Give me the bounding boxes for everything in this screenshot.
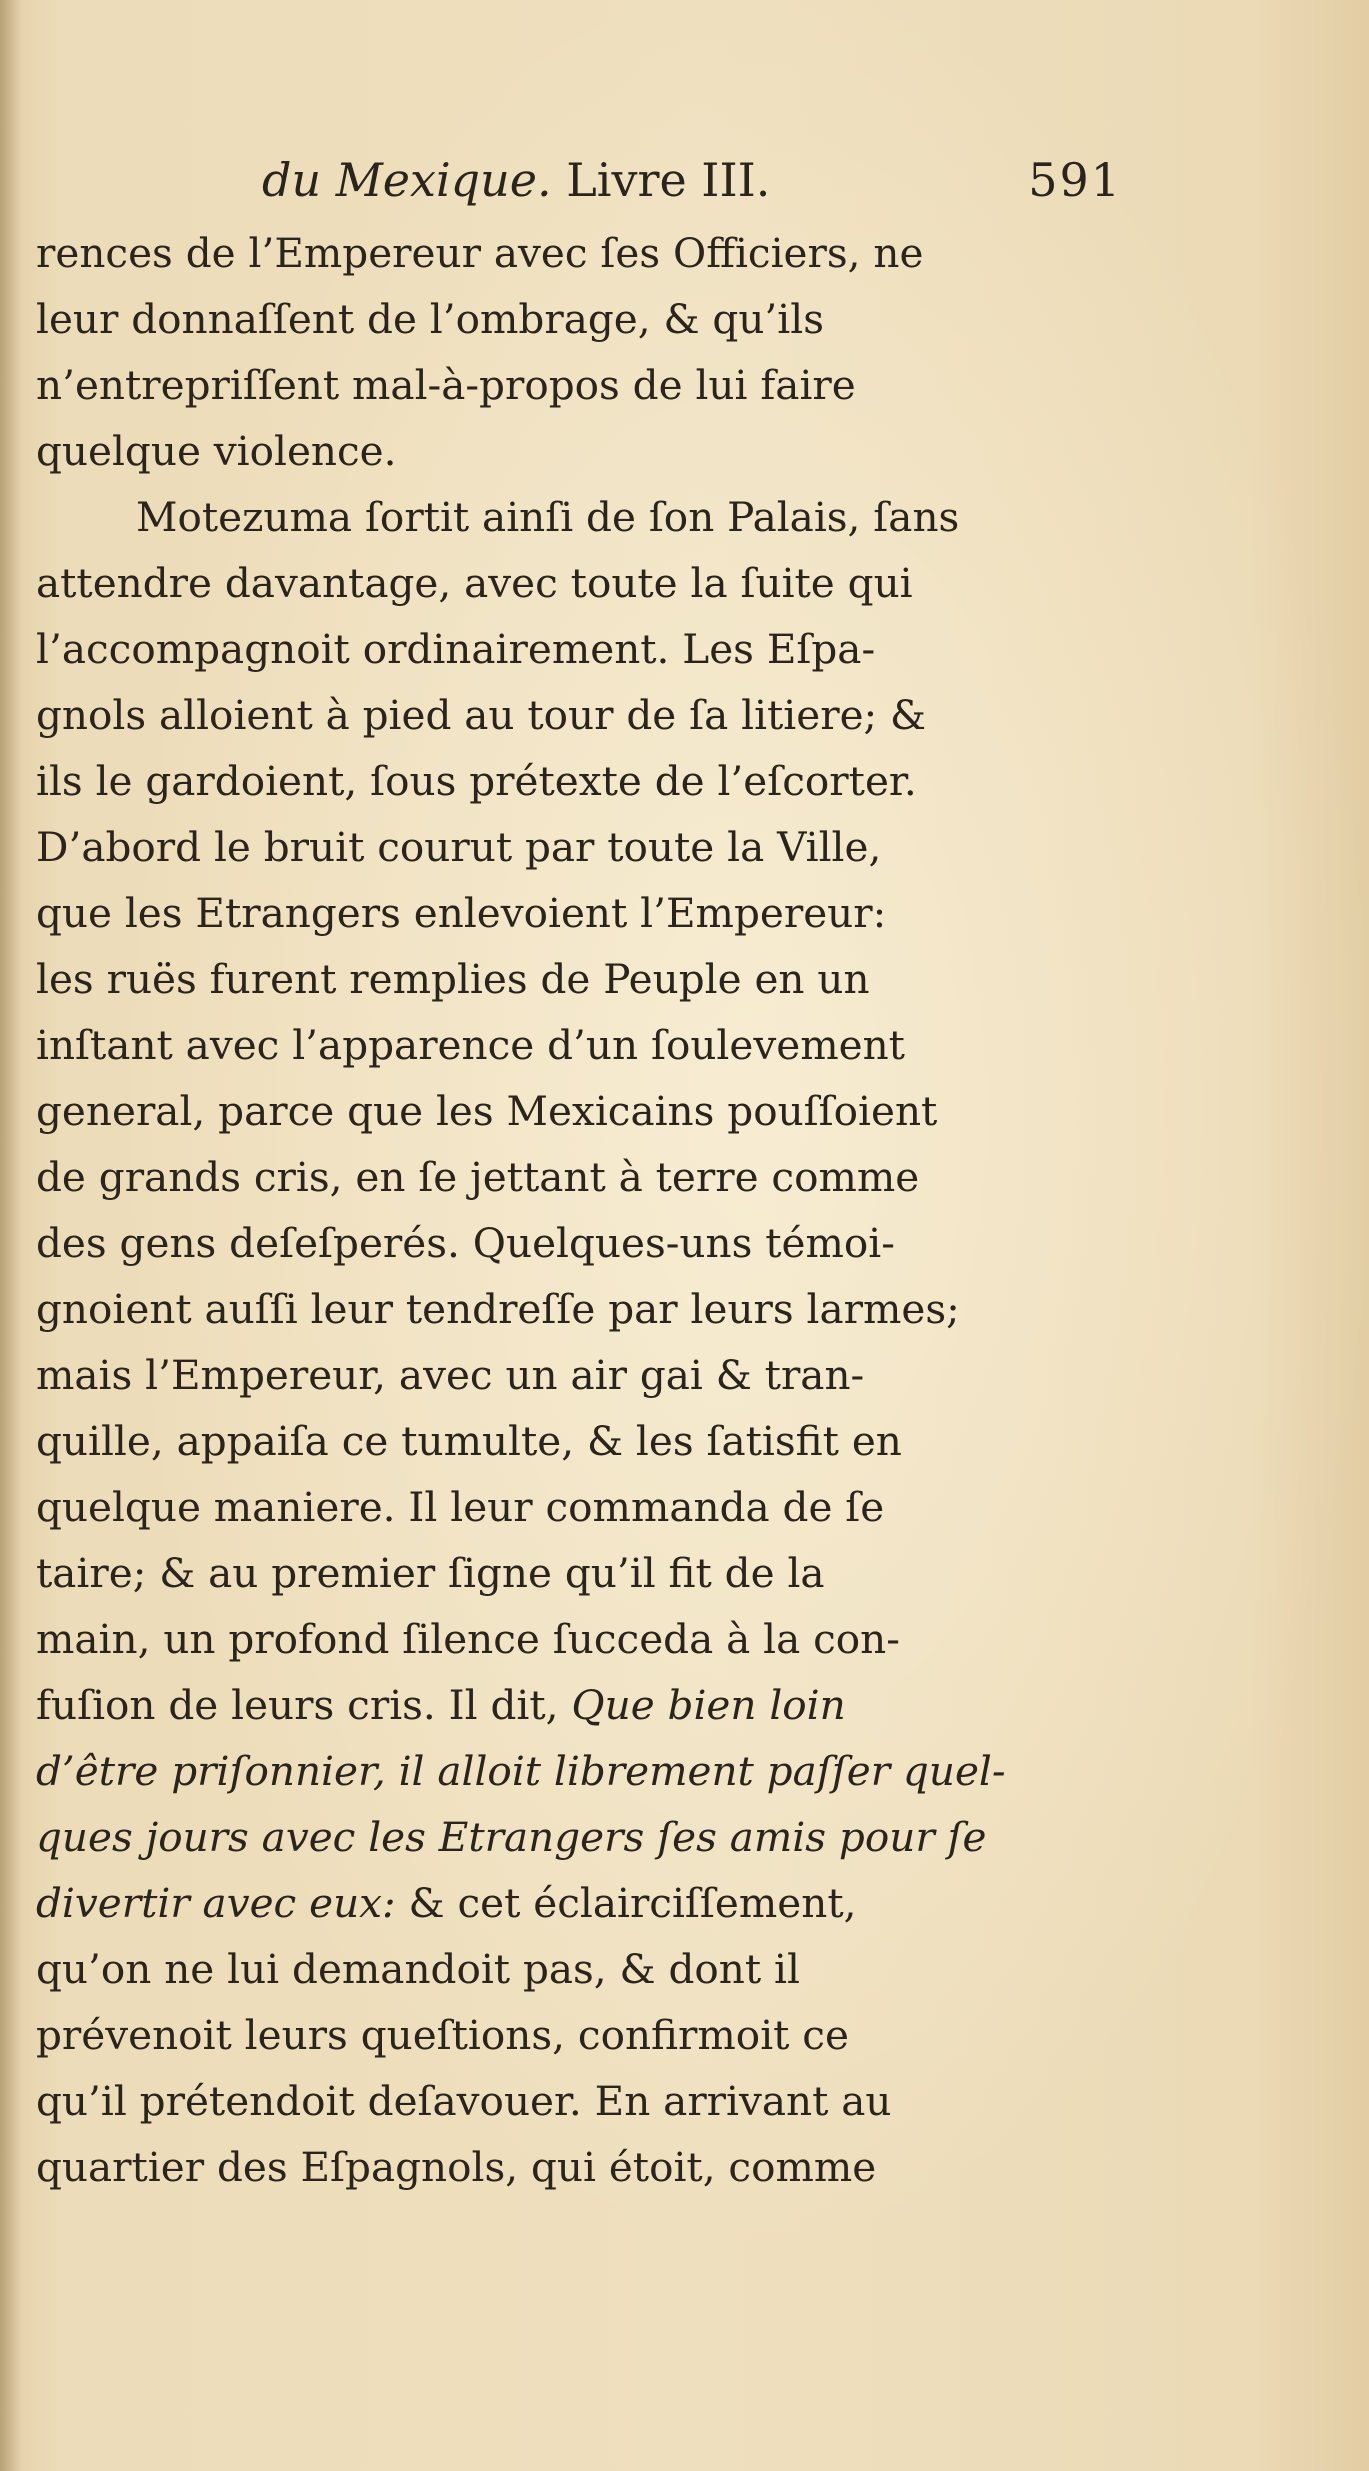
- running-head: [262, 148, 770, 212]
- text-line: mais l’Empereur, avec un air gai & tran-: [36, 1351, 865, 1399]
- text-segment: & cet éclairciſſement,: [408, 1879, 857, 1927]
- text-line: general, parce que les Mexicains pouſſoient: [36, 1087, 938, 1135]
- text-line: des gens deſeſperés. Quelques-uns témoi-: [36, 1219, 895, 1267]
- text-line: qu’il prétendoit deſavouer. En arrivant au: [36, 2077, 892, 2125]
- text-line: de grands cris, en ſe jettant à terre comme: [36, 1153, 920, 1201]
- body-text: [36, 220, 1136, 2200]
- text-line: que les Etrangers enlevoient l’Empereur:: [36, 889, 887, 937]
- paragraph-start: Motezuma ſortit ainſi de ſon Palais, ſans: [136, 493, 960, 541]
- text-line: inſtant avec l’apparence d’un ſoulevement: [36, 1021, 905, 1069]
- italic-quote-line: d’être priſonnier, il alloit librement paſſer quel-: [36, 1747, 1006, 1795]
- text-line: ils le gardoient, ſous prétexte de l’eſcorter.: [36, 757, 917, 805]
- text-line: rences de l’Empereur avec ſes Officiers, ne: [36, 229, 924, 277]
- text-line: taire; & au premier ſigne qu’il fit de la: [36, 1549, 825, 1597]
- text-line: gnoient auſſi leur tendreſſe par leurs larmes;: [36, 1285, 960, 1333]
- text-line-mixed: [36, 1870, 1136, 1936]
- text-line: gnols alloient à pied au tour de ſa litiere; &: [36, 691, 927, 739]
- binding-shadow: [0, 0, 22, 2471]
- italic-quote-end: divertir avec eux:: [36, 1879, 396, 1927]
- text-line: D’abord le bruit courut par toute la Ville,: [36, 823, 882, 871]
- running-title: du Mexique.: [262, 153, 552, 207]
- text-line: n’entrepriſſent mal-à-propos de lui faire: [36, 361, 856, 409]
- italic-quote-line: ques jours avec les Etrangers ſes amis pour ſe: [36, 1813, 987, 1861]
- text-line: attendre davantage, avec toute la ſuite qui: [36, 559, 913, 607]
- running-book: Livre III.: [566, 153, 771, 207]
- text-line: leur donnaſſent de l’ombrage, & qu’ils: [36, 295, 824, 343]
- text-line: l’accompagnoit ordinairement. Les Eſpa-: [36, 625, 876, 673]
- text-line: main, un profond ſilence ſucceda à la con-: [36, 1615, 900, 1663]
- text-line-mixed: [36, 1672, 1136, 1738]
- italic-quote-start: Que bien loin: [571, 1681, 846, 1729]
- text-line: quartier des Eſpagnols, qui étoit, comme: [36, 2143, 877, 2191]
- text-segment: fuſion de leurs cris. Il dit,: [36, 1681, 559, 1729]
- text-line: quelque maniere. Il leur commanda de ſe: [36, 1483, 885, 1531]
- text-line: prévenoit leurs queſtions, confirmoit ce: [36, 2011, 849, 2059]
- text-line: les ruës furent remplies de Peuple en un: [36, 955, 870, 1003]
- page-number: 591: [1028, 153, 1122, 207]
- text-line: qu’on ne lui demandoit pas, & dont il: [36, 1945, 800, 1993]
- page-header: [262, 148, 1122, 218]
- text-line: quelque violence.: [36, 427, 397, 475]
- text-line: quille, appaiſa ce tumulte, & les ſatisfit en: [36, 1417, 902, 1465]
